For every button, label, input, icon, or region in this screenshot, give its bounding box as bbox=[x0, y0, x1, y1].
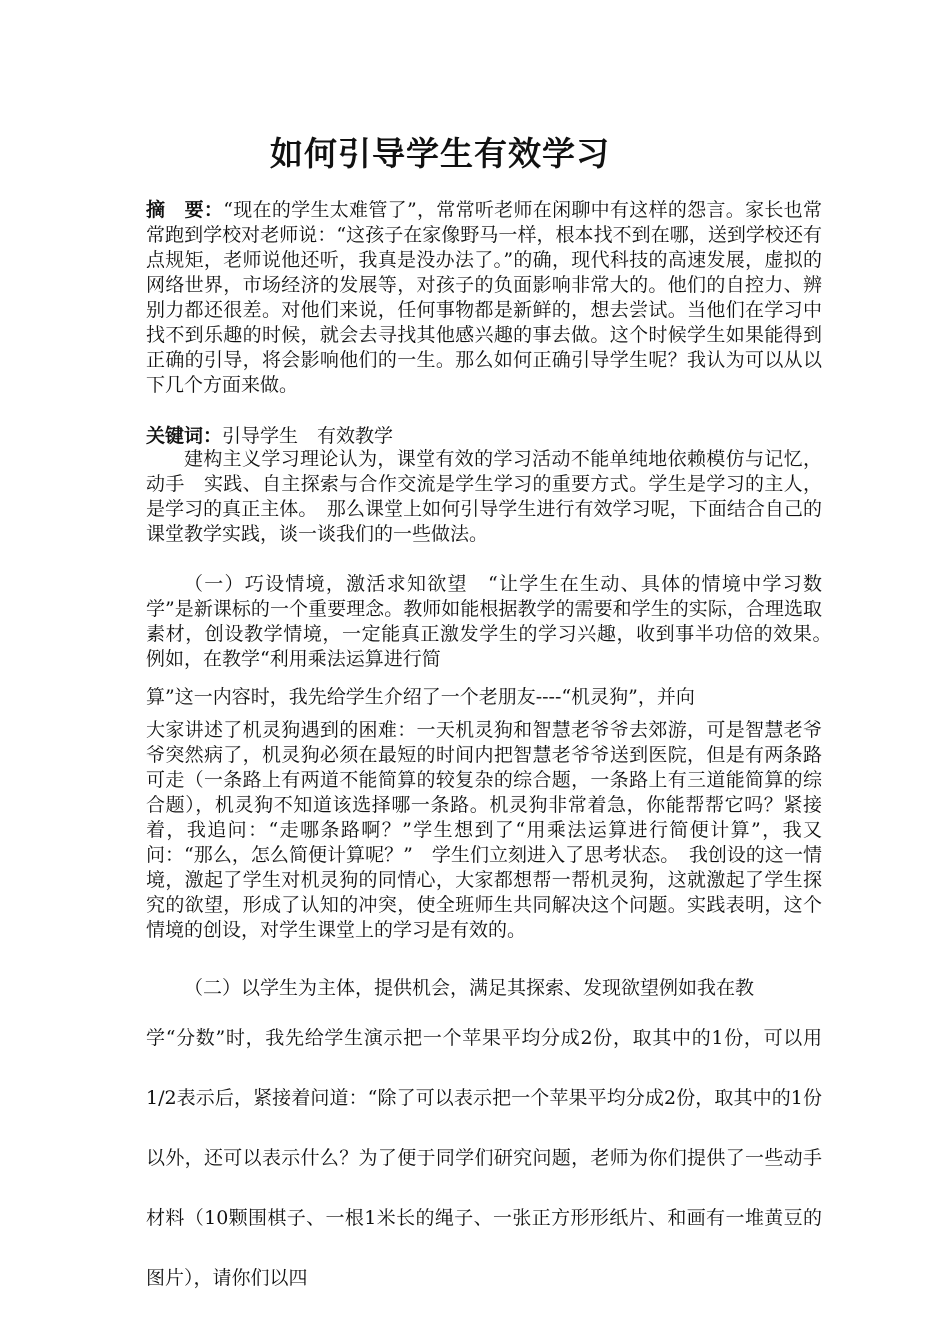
document-title: 如何引导学生有效学习 bbox=[270, 134, 610, 173]
paragraph-section-one-story: 大家讲述了机灵狗遇到的困难：一天机灵狗和智慧老爷爷去郊游，可是智慧老爷爷突然病了，机灵狗必须在最短的时间内把智慧老爷爷送到医院，但是有两条路可走（一条路上有两道不能简算的较复杂的综合题，一条路上有三道能简算的综合题），机灵狗不知道该选择哪一条路。机灵狗非常着急，你能帮帮它吗？紧接着，我追问：“走哪条路啊？”学生想到了“用乘法运算进行简便计算”，我又问：“那么，怎么简便计算呢？” 学生们立刻进入了思考状态。 我创设的这一情境，激起了学生对机灵狗的同情心，大家都想帮一帮机灵狗，这就激起了学生探究的欲望，形成了认知的冲突，使全班师生共同解决这个问题。实践表明，这个情境的创设，对学生课堂上的学习是有效的。 bbox=[146, 719, 822, 941]
abstract-paragraph bbox=[146, 198, 822, 398]
keywords-label: 关键词： bbox=[146, 425, 223, 447]
abstract-text: “现在的学生太难管了”，常常听老师在闲聊中有这样的怨言。家长也常常跑到学校对老师说：“这孩子在家像野马一样，根本找不到在哪，送到学校还有点规矩，老师说他还听，我真是没办法了。”的确，现代科技的高速发展，虚拟的网络世界，市场经济的发展等，对孩子的负面影响非常大的。他们的自控力、辨别力都还很差。对他们来说，任何事物都是新鲜的，想去尝试。当他们在学习中找不到乐趣的时候，就会去寻找其他感兴趣的事去做。这个时候学生如果能得到正确的引导，将会影响他们的一生。那么如何正确引导学生呢？我认为可以从以下几个方面来做。 bbox=[146, 199, 822, 396]
paragraph-constructivism: 建构主义学习理论认为，课堂有效的学习活动不能单纯地依赖模仿与记忆，动手 实践、自主探索与合作交流是学生学习的重要方式。学生是学习的主人，是学习的真正主体。 那么课堂上如何引导学生进行有效学习呢，下面结合自己的课堂教学实践，谈一谈我们的一些做法。 bbox=[146, 448, 822, 545]
paragraph-section-two-continued: 学“分数”时，我先给学生演示把一个苹果平均分成2份，取其中的1份，可以用1/2表示后，紧接着问道：“除了可以表示把一个苹果平均分成2份，取其中的1份以外，还可以表示什么？为了便于同学们研究问题，老师为你们提供了一些动手材料（10颗围棋子、一根1米长的绳子、一张正方形形纸片、和画有一堆黄豆的图片），请你们以四 bbox=[146, 1027, 822, 1289]
paragraph-section-two: （二）以学生为主体，提供机会，满足其探索、发现欲望例如我在教 bbox=[184, 977, 755, 999]
paragraph-section-one: （一）巧设情境，激活求知欲望 “让学生在生动、具体的情境中学习数学”是新课标的一个重要理念。教师如能根据教学的需要和学生的实际，合理选取素材，创设教学情境，一定能真正激发学生的学习兴趣，收到事半功倍的效果。 例如，在教学“利用乘法运算进行简 bbox=[146, 573, 842, 670]
abstract-label: 摘 要： bbox=[146, 199, 224, 221]
keywords-line bbox=[146, 424, 822, 449]
paragraph-section-one-continued: 算”这一内容时，我先给学生介绍了一个老朋友----“机灵狗”，并向 bbox=[146, 686, 695, 708]
keywords-text: 引导学生 有效教学 bbox=[222, 425, 394, 447]
